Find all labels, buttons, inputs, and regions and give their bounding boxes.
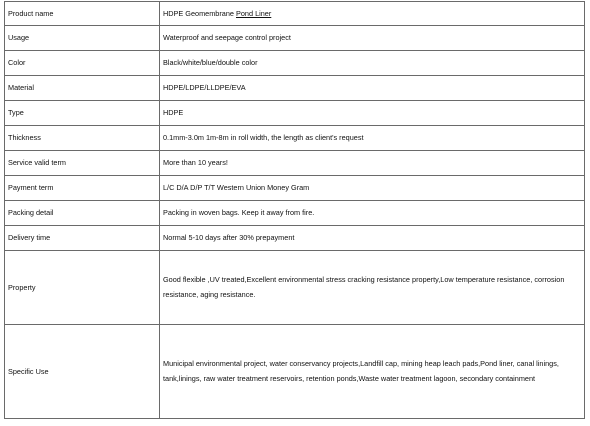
row-label: Usage: [5, 26, 160, 51]
row-value: Normal 5-10 days after 30% prepayment: [160, 226, 585, 251]
table-row: [5, 51, 585, 76]
row-value: More than 10 years!: [160, 151, 585, 176]
table-row: [5, 26, 585, 51]
table-row: [5, 251, 585, 325]
row-label: Type: [5, 101, 160, 126]
row-label: Thickness: [5, 126, 160, 151]
table-row: [5, 101, 585, 126]
row-value: Black/white/blue/double color: [160, 51, 585, 76]
row-value: Municipal environmental project, water conservancy projects,Landfill cap, mining heap leach pads,Pond liner, canal linings, tank,linings, raw water treatment reservoirs, retention ponds,Waste water treatment lagoon, secondary containment: [160, 325, 585, 419]
row-value: HDPE/LDPE/LLDPE/EVA: [160, 76, 585, 101]
row-label: Service valid term: [5, 151, 160, 176]
row-label: Color: [5, 51, 160, 76]
row-value: Packing in woven bags. Keep it away from fire.: [160, 201, 585, 226]
table-row: [5, 2, 585, 26]
table-row: [5, 126, 585, 151]
row-label: Property: [5, 251, 160, 325]
row-label: Specific Use: [5, 325, 160, 419]
table-row: [5, 76, 585, 101]
row-label: Material: [5, 76, 160, 101]
row-value: [160, 2, 585, 26]
row-label: Packing detail: [5, 201, 160, 226]
table-row: [5, 226, 585, 251]
row-value: 0.1mm-3.0m 1m-8m in roll width, the length as client's request: [160, 126, 585, 151]
row-value: HDPE: [160, 101, 585, 126]
row-label: Payment term: [5, 176, 160, 201]
product-spec-table: [4, 1, 585, 419]
row-value: Good flexible ,UV treated,Excellent environmental stress cracking resistance property,Low temperature resistance, corrosion resistance, aging resistance.: [160, 251, 585, 325]
row-value: Waterproof and seepage control project: [160, 26, 585, 51]
table-row: [5, 201, 585, 226]
table-row: [5, 151, 585, 176]
table-row: [5, 176, 585, 201]
value-text: HDPE Geomembrane: [163, 8, 236, 18]
row-value: L/C D/A D/P T/T Western Union Money Gram: [160, 176, 585, 201]
pond-liner-link[interactable]: Pond Liner: [236, 8, 272, 18]
table-row: [5, 325, 585, 419]
row-label: Product name: [5, 2, 160, 26]
row-label: Delivery time: [5, 226, 160, 251]
